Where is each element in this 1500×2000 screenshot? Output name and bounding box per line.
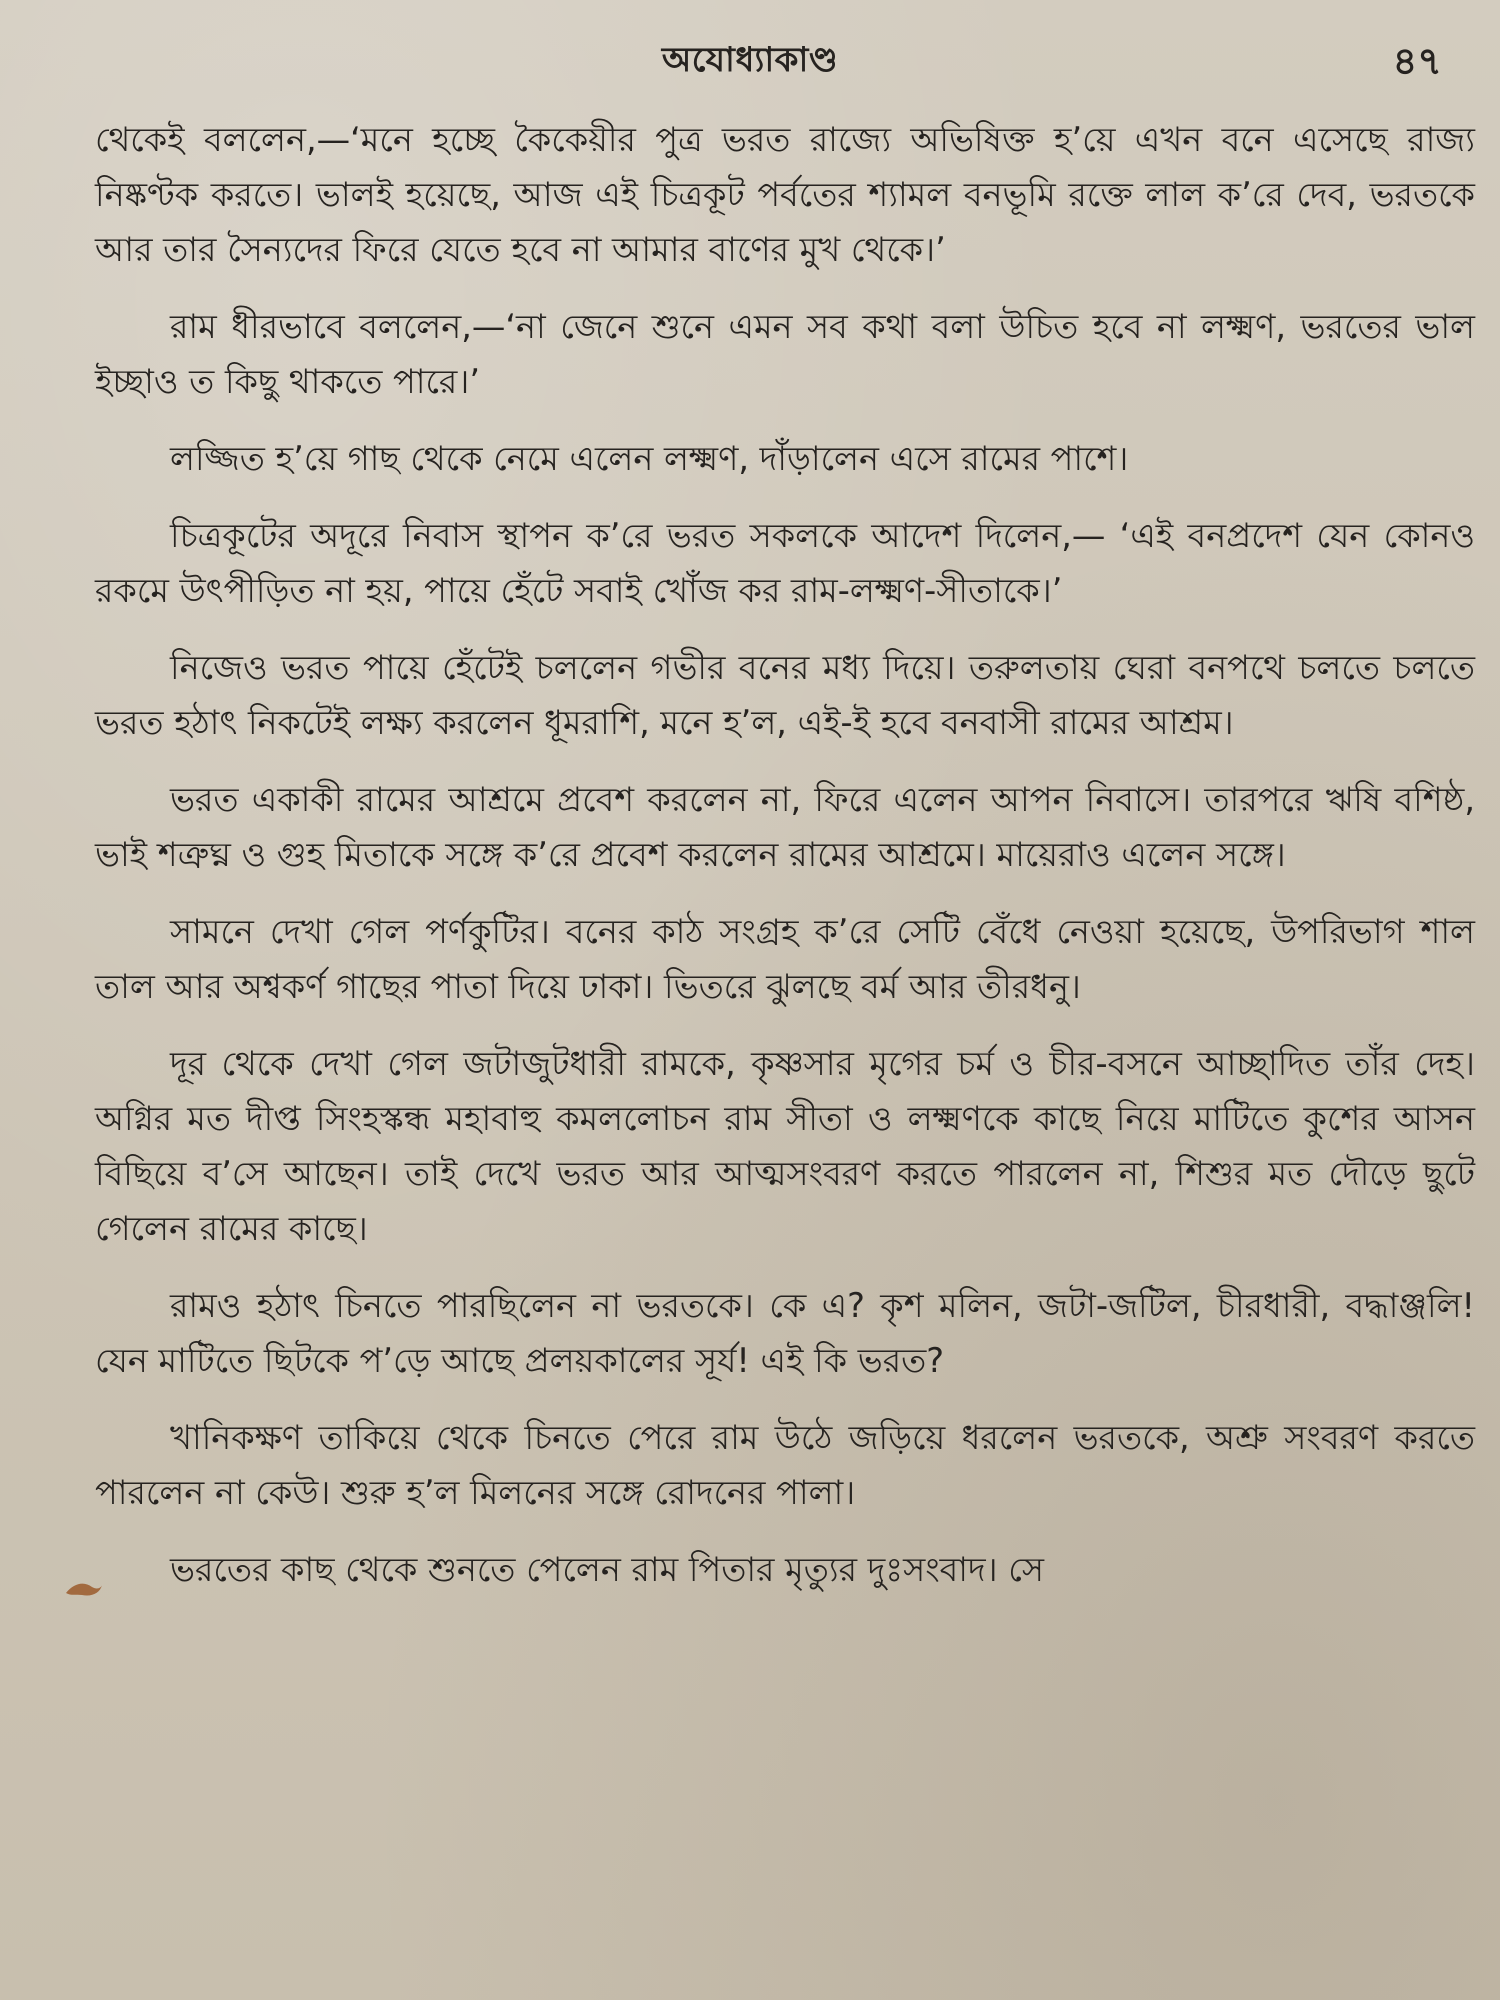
paragraph-1: থেকেই বললেন,—‘মনে হচ্ছে কৈকেয়ীর পুত্র ভরত রাজ্যে অভিষিক্ত হ’য়ে এখন বনে এসেছে রাজ্য নিষ্কণ্টক করতে। ভালই হয়েছে, আজ এই চিত্রকূট পর্বতের শ্যামল বনভূমি রক্তে লাল ক’রে দেব, ভরতকে আর তার সৈন্যদের ফিরে যেতে হবে না আমার বাণের মুখ থেকে।’ <box>95 120 1475 269</box>
paragraph-10: খানিকক্ষণ তাকিয়ে থেকে চিনতে পেরে রাম উঠে জড়িয়ে ধরলেন ভরতকে, অশ্রু সংবরণ করতে পারলেন না কেউ। শুরু হ’ল মিলনের সঙ্গে রোদনের পালা। <box>95 1418 1475 1512</box>
paragraph-8: দূর থেকে দেখা গেল জটাজুটধারী রামকে, কৃষ্ণসার মৃগের চর্ম ও চীর-বসনে আচ্ছাদিত তাঁর দেহ। অগ্নির মত দীপ্ত সিংহস্কন্ধ মহাবাহু কমললোচন রাম সীতা ও লক্ষ্মণকে কাছে নিয়ে মাটিতে কুশের আসন বিছিয়ে ব’সে আছেন। তাই দেখে ভরত আর আত্মসংবরণ করতে পারলেন না, শিশুর মত দৌড়ে ছুটে গেলেন রামের কাছে। <box>95 1044 1475 1248</box>
paragraph-5: নিজেও ভরত পায়ে হেঁটেই চললেন গভীর বনের মধ্য দিয়ে। তরুলতায় ঘেরা বনপথে চলতে চলতে ভরত হঠাৎ নিকটেই লক্ষ্য করলেন ধূমরাশি, মনে হ’ল, এই-ই হবে বনবাসী রামের আশ্রম। <box>95 648 1475 742</box>
page-header <box>0 18 1500 88</box>
paragraph-9: রামও হঠাৎ চিনতে পারছিলেন না ভরতকে। কে এ? কৃশ মলিন, জটা-জটিল, চীরধারী, বদ্ধাঞ্জলি! যেন মাটিতে ছিটকে প’ড়ে আছে প্রলয়কালের সূর্য! এই কি ভরত? <box>95 1286 1475 1380</box>
page-number: ৪৭ <box>1392 39 1442 83</box>
paragraph-6: ভরত একাকী রামের আশ্রমে প্রবেশ করলেন না, ফিরে এলেন আপন নিবাসে। তারপরে ঋষি বশিষ্ঠ, ভাই শত্রুঘ্ন ও গুহ মিতাকে সঙ্গে ক’রে প্রবেশ করলেন রামের আশ্রমে। মায়েরাও এলেন সঙ্গে। <box>95 780 1475 874</box>
running-title: অযোধ্যাকাণ্ড <box>661 40 839 80</box>
paragraph-11: ভরতের কাছ থেকে শুনতে পেলেন রাম পিতার মৃত্যুর দুঃসংবাদ। সে <box>170 1550 1044 1589</box>
body-text <box>95 112 1475 1619</box>
ink-mark-icon <box>64 1575 104 1603</box>
paragraph-4: চিত্রকূটের অদূরে নিবাস স্থাপন ক’রে ভরত সকলকে আদেশ দিলেন,— ‘এই বনপ্রদেশ যেন কোনও রকমে উৎপীড়িত না হয়, পায়ে হেঁটে সবাই খোঁজ কর রাম-লক্ষ্মণ-সীতাকে।’ <box>95 516 1475 610</box>
paragraph-7: সামনে দেখা গেল পর্ণকুটির। বনের কাঠ সংগ্রহ ক’রে সেটি বেঁধে নেওয়া হয়েছে, উপরিভাগ শাল তাল আর অশ্বকর্ণ গাছের পাতা দিয়ে ঢাকা। ভিতরে ঝুলছে বর্ম আর তীরধনু। <box>95 912 1475 1006</box>
paragraph-2: রাম ধীরভাবে বললেন,—‘না জেনে শুনে এমন সব কথা বলা উচিত হবে না লক্ষ্মণ, ভরতের ভাল ইচ্ছাও ত কিছু থাকতে পারে।’ <box>95 307 1475 401</box>
paragraph-3: লজ্জিত হ’য়ে গাছ থেকে নেমে এলেন লক্ষ্মণ, দাঁড়ালেন এসে রামের পাশে। <box>170 439 1129 478</box>
